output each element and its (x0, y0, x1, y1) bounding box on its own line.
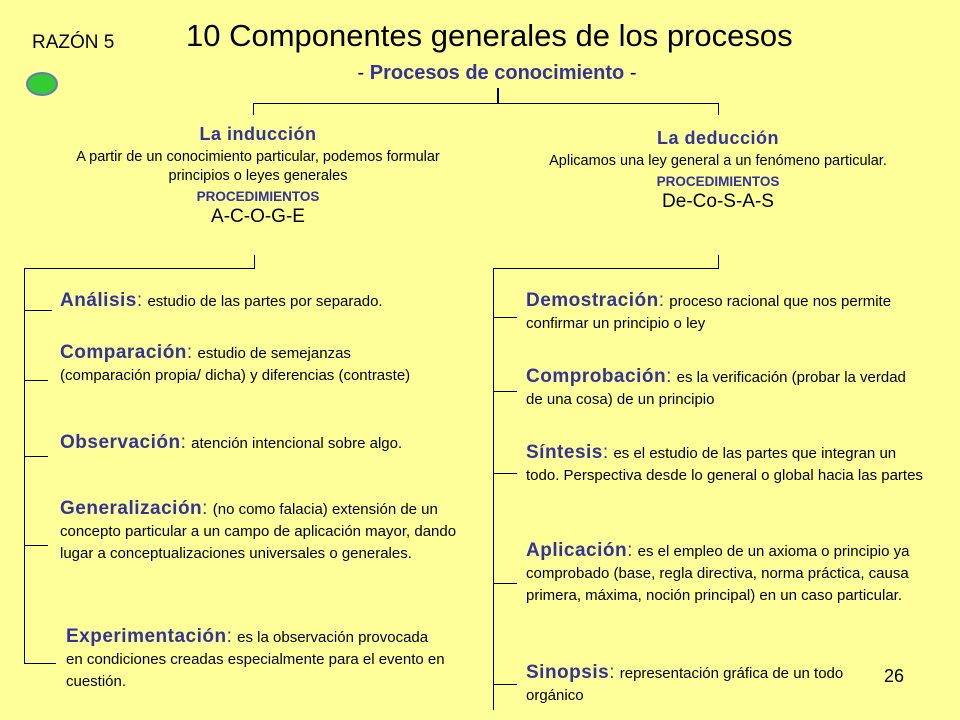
deduccion-item-sinopsis: Sinopsis: representación gráfica de un todo orgánico (526, 662, 844, 704)
right-bracket-top (493, 268, 719, 269)
connector-left-drop (253, 103, 254, 115)
induccion-procedures-label: PROCEDIMIENTOS (196, 189, 320, 204)
deduccion-branch (518, 128, 918, 213)
item-term: Síntesis (526, 442, 603, 463)
subtitle-dash-right: - (629, 62, 637, 84)
item-term: Observación (60, 432, 181, 453)
connector-stem (497, 88, 499, 104)
green-oval-indicator (26, 72, 58, 96)
deduccion-procedures-label: PROCEDIMIENTOS (656, 174, 780, 189)
slide-label: RAZÓN 5 (32, 32, 115, 53)
deduccion-item-aplicacion: Aplicación: es el empleo de un axioma o principio ya comprobado (base, regla directiva, norma práctica, causa primera, máxima, noción principal) en un caso particular. (526, 540, 910, 604)
subtitle-dash-left: - (357, 62, 365, 84)
item-text: es la observación provocada en condiciones creadas especialmente para el evento en cuestión. (66, 629, 445, 690)
deduccion-item-comprobacion: Comprobación: es la verificación (probar la verdad de una cosa) de un principio (526, 366, 906, 408)
deduccion-code: De-Co-S-A-S (662, 191, 774, 212)
item-term: Análisis (60, 290, 137, 311)
left-tick-2 (24, 380, 48, 381)
induccion-item-analisis: Análisis: estudio de las partes por separado. (60, 290, 383, 311)
item-text: proceso racional que nos permite confirmar un principio o ley (526, 293, 892, 332)
item-text: estudio de semejanzas (comparación propia/ dicha) y diferencias (contraste) (60, 345, 411, 384)
left-tick-3 (24, 456, 48, 457)
page-title: 10 Componentes generales de los procesos (186, 18, 793, 53)
left-tick-1 (24, 310, 52, 311)
item-term: Aplicación (526, 540, 628, 561)
connector-top-bar (253, 103, 719, 104)
connector-right-drop (718, 103, 719, 115)
item-term: Comprobación (526, 366, 667, 387)
subtitle-text: Procesos de conocimiento (369, 62, 625, 84)
induccion-heading: La inducción (199, 124, 317, 144)
subtitle (0, 62, 960, 85)
item-term: Sinopsis (526, 662, 610, 683)
deduccion-item-sintesis: Síntesis: es el estudio de las partes que integran un todo. Perspectiva desde lo general o global hacia las partes (526, 442, 923, 484)
deduccion-description: Aplicamos una ley general a un fenómeno particular. (549, 153, 887, 169)
right-tick-5 (493, 684, 517, 685)
item-text: (no como falacia) extensión de un concepto particular a un campo de aplicación mayor, dando lugar a conceptualizaciones universales o generales. (60, 501, 457, 562)
item-text: estudio de las partes por separado. (147, 293, 383, 310)
left-bracket-spine (24, 268, 25, 664)
deduccion-item-demostracion: Demostración: proceso racional que nos permite confirmar un principio o ley (526, 290, 892, 332)
item-term: Experimentación (66, 626, 227, 647)
item-text: es la verificación (probar la verdad de una cosa) de un principio (526, 369, 906, 408)
induccion-branch (58, 124, 458, 228)
item-text: atención intencional sobre algo. (191, 435, 403, 452)
left-bracket-stem (254, 255, 255, 269)
item-text: representación gráfica de un todo orgánico (526, 665, 844, 704)
induccion-item-comparacion: Comparación: estudio de semejanzas (comparación propia/ dicha) y diferencias (contraste) (60, 342, 411, 384)
induccion-code: A-C-O-G-E (211, 206, 305, 227)
right-bracket-stem (718, 255, 719, 269)
left-tick-5 (24, 663, 56, 664)
induccion-item-observacion: Observación: atención intencional sobre algo. (60, 432, 403, 453)
right-tick-3 (493, 473, 517, 474)
induccion-item-generalizacion: Generalización: (no como falacia) extensión de un concepto particular a un campo de aplicación mayor, dando lugar a conceptualizaciones universales o generales. (60, 498, 457, 562)
right-bracket-spine (493, 268, 494, 710)
item-term: Demostración (526, 290, 659, 311)
right-tick-1 (493, 317, 517, 318)
left-tick-4 (24, 545, 48, 546)
page-number: 26 (884, 666, 905, 686)
left-bracket-top (24, 268, 255, 269)
item-text: es el empleo de un axioma o principio ya comprobado (base, regla directiva, norma práctica, causa primera, máxima, noción principal) en un caso particular. (526, 543, 910, 604)
right-tick-2 (493, 391, 517, 392)
item-term: Generalización (60, 498, 203, 519)
induccion-item-experimentacion: Experimentación: es la observación provocada en condiciones creadas especialmente para el evento en cuestión. (66, 626, 445, 690)
induccion-description: A partir de un conocimiento particular, podemos formular principios o leyes generales (76, 149, 440, 184)
deduccion-heading: La deducción (656, 128, 779, 148)
item-term: Comparación (60, 342, 187, 363)
right-tick-4 (493, 583, 517, 584)
item-text: es el estudio de las partes que integran un todo. Perspectiva desde lo general o global hacia las partes (526, 445, 923, 484)
